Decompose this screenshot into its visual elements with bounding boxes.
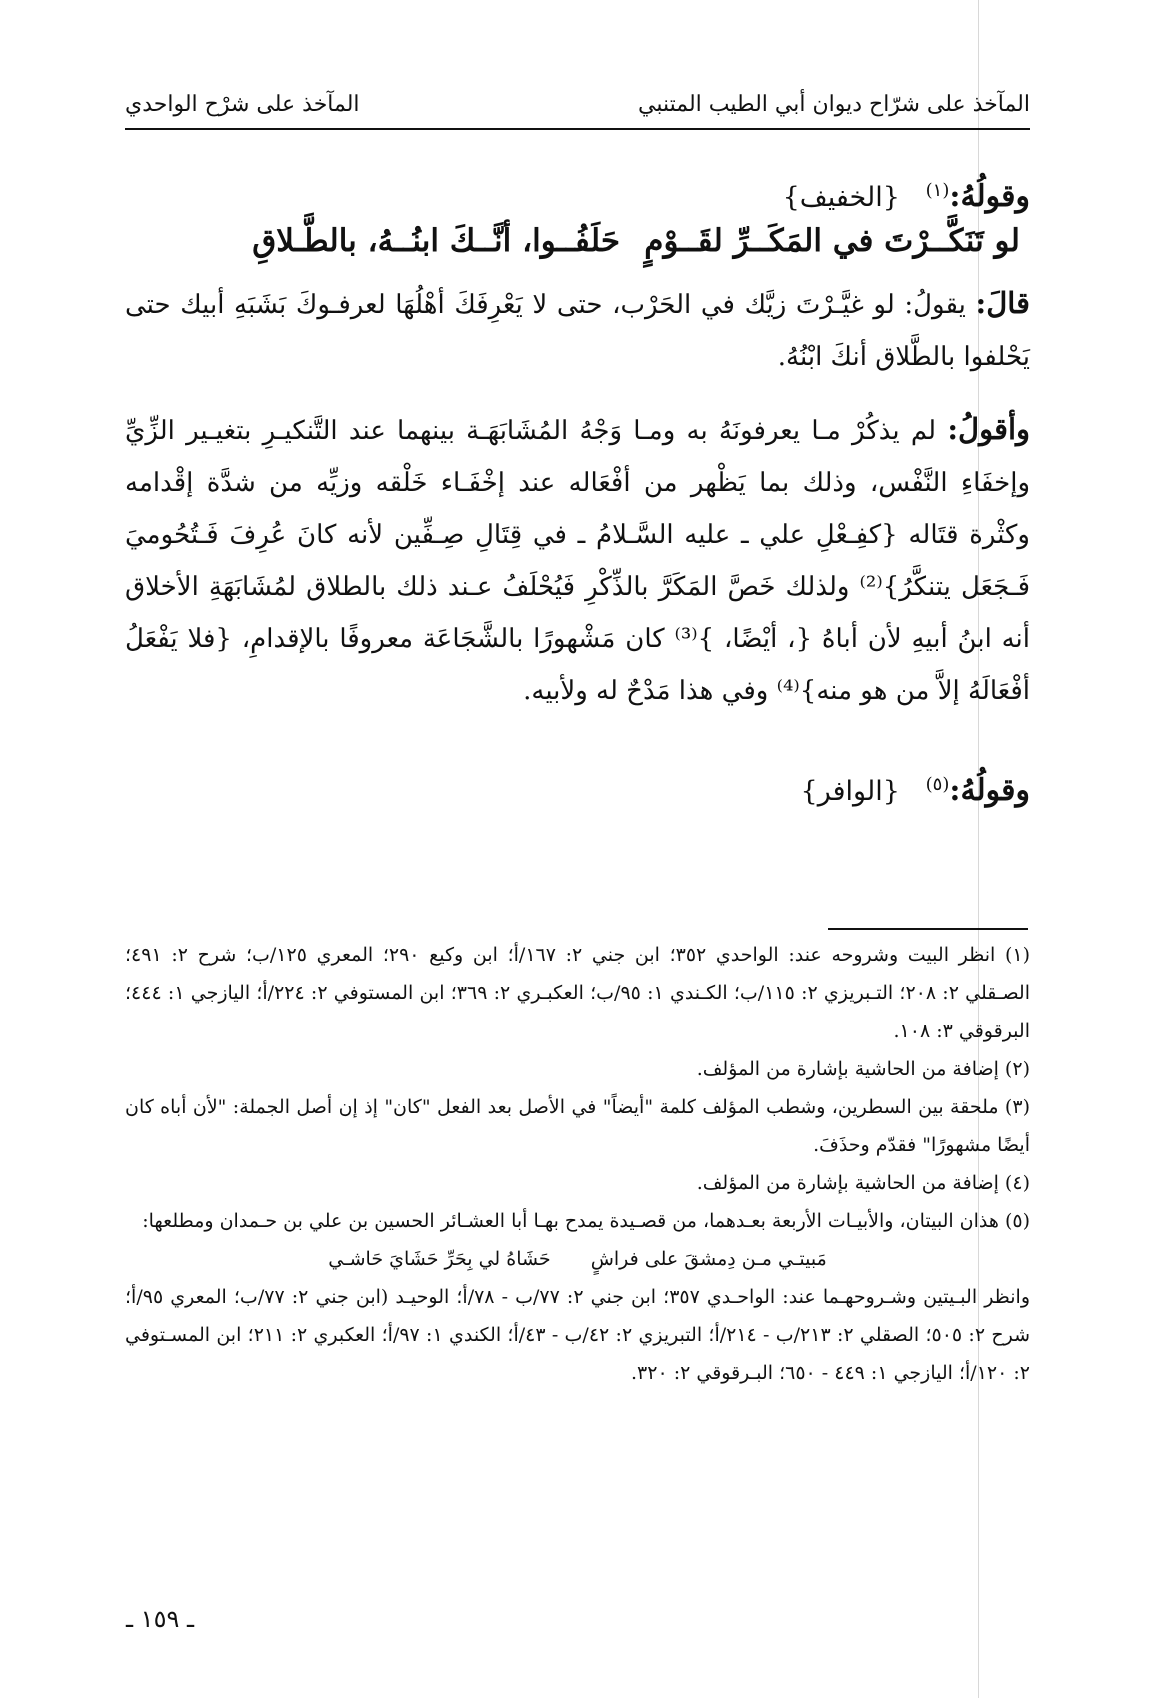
footnote-4: (٤) إضافة من الحاشية بإشارة من المؤلف. [696, 1172, 1030, 1194]
verse-hemistich-first: لو تَنَكَّــرْتَ في المَكَــرِّ لقَــوْمٍ [644, 223, 1020, 259]
commentary-aqulu [125, 403, 1030, 717]
footnote-ref: (١) [925, 180, 950, 201]
aqulu-text: لم يذكُرْ مـا يعرفونَهُ به ومـا وَجْهُ المُشَابَهَـة بينهما عند التَّنكيـرِ بتغيـير الزِّيِّ وإخفَاءِ النَّفْس، وذلك بما يَظْهر من أفْعَاله عند إخْفَـاء خَلْقه وزيِّه من شدَّة إقْدامه وكثْرة قتَاله {كفِـعْلِ علي ـ عليه السَّـلامُ ـ في قِتَالِ صِـفِّين لأنه كانَ عُرِفَ فَـتُحُوميَ فَـجَعَل يتنكَّرُ}⁽²⁾ ولذلك خَصَّ المَكَرَّ بالذِّكْرِ فَيُحْلَفُ عـند ذلك بالطلاق لمُشَابَهَةِ الأخلاق أنه ابنُ أبيهِ لأن أباهُ {، أيْضًا، }⁽³⁾ كان مَشْهورًا بالشَّجَاعَة معروفًا بالإقدامِ، {فلا يَفْعَلُ أفْعَالَهُ إلاَّ من هو منه}⁽⁴⁾ وفي هذا مَدْحٌ له ولأبيه. [125, 416, 1031, 706]
verse-hemistich-second: حَلَفُــوا، أنَّــكَ ابنُــهُ، بالطَّـلاقِ [252, 223, 620, 259]
footnote-5-continuation: وانظر البـيتين وشـروحهـما عند: الواحـدي ٣٥٧؛ ابن جني ٢: ٧٧/ب - ٧٨/أ؛ الوحيـد (ابن جني ٢: ٧٧/ب؛ المعري ٩٥/أ؛ شرح ٢: ٥٠٥؛ الصقلي ٢: ٢١٣/ب - ٢١٤/أ؛ التبريزي ٢: ٤٢/ب - ٤٣/أ؛ الكندي ١: ٩٧/أ؛ العكبري ٢: ٢١١؛ ابن المسـتوفي ٢: ١٢٠/أ؛ اليازجي ١: ٤٤٩ - ٦٥٠؛ البـرقوقي ٢: ٣٢٠. [125, 1286, 1031, 1384]
header-rule [125, 128, 1030, 130]
commentary-qala [125, 277, 1030, 383]
footnote-ref: (٥) [925, 774, 950, 795]
footnotes [125, 936, 1030, 1392]
page-number: ـ ١٥٩ ـ [126, 1605, 195, 1633]
footnote-2: (٢) إضافة من الحاشية بإشارة من المؤلف. [696, 1058, 1030, 1080]
poem-verse [125, 217, 1030, 277]
footnote-verse-first: مَبيتـي مـن دِمشقَ على فراشٍ [590, 1248, 827, 1270]
cite-word: وقولُهُ: [949, 179, 1030, 214]
running-header [125, 88, 1030, 128]
meter-label: {الخفيف} [782, 182, 900, 213]
main-text [125, 165, 1030, 811]
footnote-verse [125, 1240, 1030, 1278]
verse-citation-1 [125, 165, 1030, 217]
footnote-1: (١) انظر البيت وشروحه عند: الواحدي ٣٥٢؛ ابن جني ٢: ١٦٧/أ؛ ابن وكيع ٢٩٠؛ المعري ١٢٥/ب؛ شرح ٢: ٤٩١؛ الصـقلي ٢: ٢٠٨؛ التـبريزي ٢: ١١٥/ب؛ الكـندي ١: ٩٥/ب؛ العكبـري ٢: ٣٦٩؛ ابن المستوفي ٢: ٢٢٤/أ؛ اليازجي ١: ٤٤٤؛ البرقوقي ٣: ١٠٨. [125, 944, 1030, 1042]
footnote-rule [828, 928, 1028, 930]
meter-label: {الوافر} [800, 776, 900, 807]
aqulu-label: وأقولُ: [947, 412, 1031, 446]
qala-text: يقولُ: لو غيَّـرْتَ زيَّك في الحَرْب، حتى لا يَعْرِفَكَ أهْلُهَا لعرفـوكَ بَشَبَهِ أبيك حتى يَحْلفوا بالطَّلاق أنكَ ابْنُهُ. [125, 290, 1030, 372]
footnote-3: (٣) ملحقة بين السطرين، وشطب المؤلف كلمة "أيضاً" في الأصل بعد الفعل "كان" إذ إن أصل الجملة: "لأن أباه كان أيضًا مشهورًا" فقدّم وحذَفَ. [125, 1096, 1030, 1156]
qala-label: قالَ: [975, 286, 1031, 320]
verse-citation-2 [125, 759, 1030, 811]
footnote-5: (٥) هذان البيتان، والأبيـات الأربعة بعـدهما، من قصـيدة يمدح بهـا أبا العشـائر الحسين بن علي بن حـمدان ومطلعها: [142, 1210, 1030, 1232]
header-section-title: المآخذ على شرْح الواحدي [125, 92, 360, 117]
header-book-title: المآخذ على شرّاح ديوان أبي الطيب المتنبي [638, 92, 1030, 117]
cite-word: وقولُهُ: [949, 773, 1030, 808]
footnote-verse-second: حَشَاهُ لي بِحَرِّ حَشَايَ حَاشـي [328, 1248, 551, 1270]
